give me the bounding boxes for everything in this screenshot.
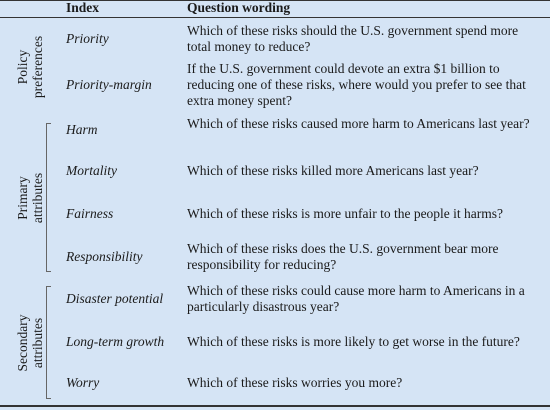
row-index: Priority [66,31,109,46]
column-header-index: Index [66,0,100,15]
row-question: Which of these risks is more unfair to the people it harms? [187,206,504,221]
group-label-line: attributes [30,317,45,369]
row-index: Fairness [66,206,114,221]
row-index: Responsibility [66,249,143,264]
group-label-policy-preferences [15,36,45,98]
row-question: Which of these risks does the U.S. government bear more responsibility for reducing? [187,241,499,272]
group-label-secondary-attributes [15,315,45,372]
group-label-line: Policy [15,49,30,85]
row-question: Which of these risks should the U.S. government spend more total money to reduce? [187,23,519,54]
row-index: Long-term growth [66,334,165,349]
group-bracket [46,123,51,272]
row-index: Harm [66,122,98,137]
group-label-line: Primary [15,175,30,220]
group-secondary-attributes [0,284,60,402]
group-primary-attributes [0,120,60,275]
row-question: Which of these risks killed more Americans last year? [187,163,479,178]
row-question: Which of these risks is more likely to get worse in the future? [187,334,520,349]
group-policy-preferences [0,20,60,114]
row-index: Disaster potential [66,291,164,306]
group-label-line: Secondary [15,314,30,372]
row-index: Worry [66,375,100,390]
table-bottom-rule [0,405,550,407]
group-label-primary-attributes [15,172,45,222]
column-header-question: Question wording [187,0,291,15]
row-question: Which of these risks worries you more? [187,375,403,390]
row-question: If the U.S. government could devote an extra $1 billion to reducing one of these risks, where would you prefer to see that extra money spent? [187,61,526,108]
row-question: Which of these risks could cause more harm to Americans in a particularly disastrous year? [187,283,525,314]
header-rule [0,17,550,18]
row-question: Which of these risks caused more harm to Americans last year? [187,116,530,131]
group-bracket [46,286,51,399]
group-label-line: attributes [30,172,45,223]
group-label-line: preferences [30,35,45,99]
row-index: Priority-margin [66,77,152,92]
row-index: Mortality [66,163,117,178]
